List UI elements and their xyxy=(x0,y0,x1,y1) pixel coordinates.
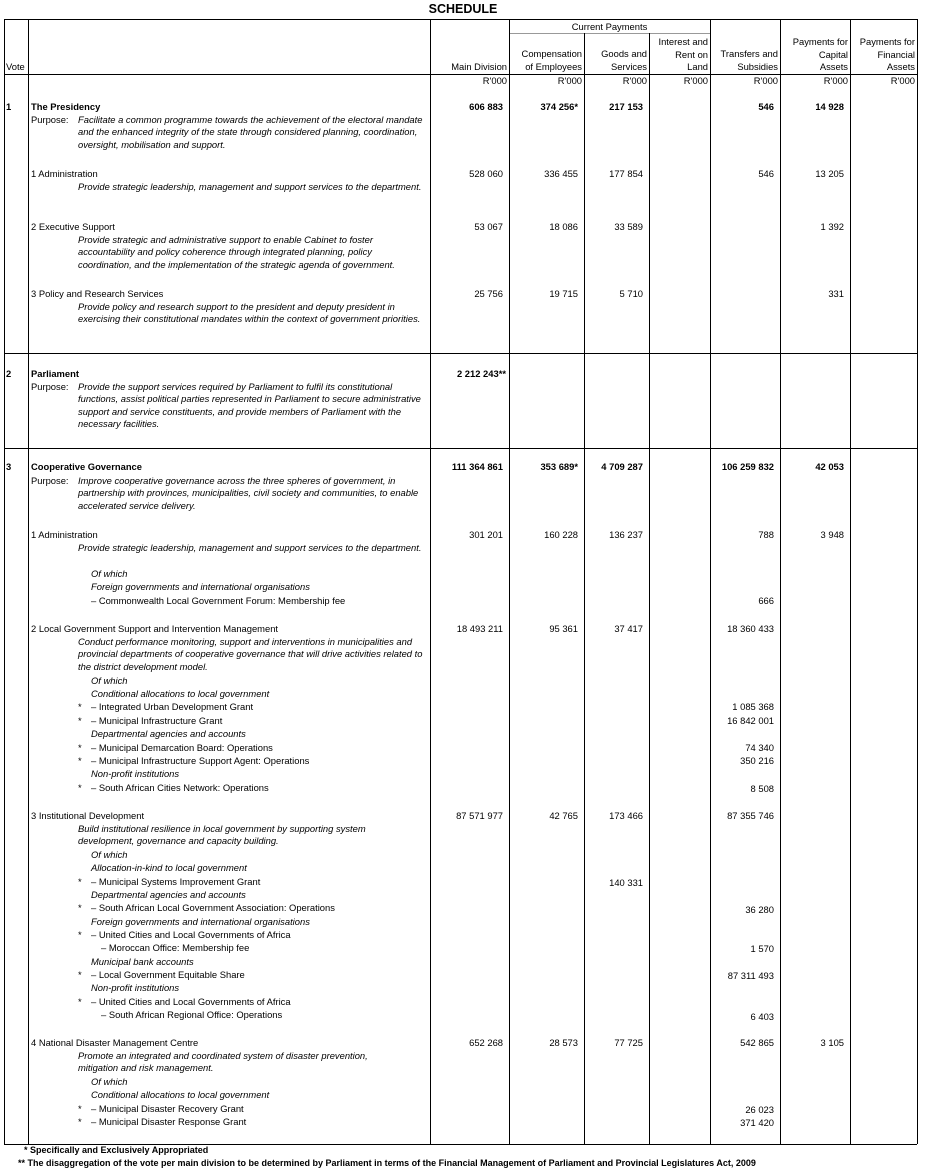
compensation-header xyxy=(509,48,582,73)
unit-label: R'000 xyxy=(622,75,647,86)
of-which-label: Of which xyxy=(91,675,128,686)
header-line: Goods and xyxy=(601,48,647,59)
transfers-value: 6 403 xyxy=(750,1011,774,1022)
capital-value: 3 948 xyxy=(820,529,844,540)
header-line: Compensation xyxy=(521,48,582,59)
purpose-label: Purpose: xyxy=(31,381,69,392)
goods-value: 140 331 xyxy=(609,877,643,888)
specific-appropriation-marker: * xyxy=(78,742,82,753)
header-line: Transfers and xyxy=(720,48,778,59)
line-item: – Municipal Systems Improvement Grant xyxy=(91,876,261,887)
goods-value: 177 854 xyxy=(609,168,643,179)
category-label: Conditional allocations to local government xyxy=(91,1089,270,1100)
capital-value: 1 392 xyxy=(820,221,844,232)
header-line: Payments for xyxy=(792,36,848,47)
transfers-value: 8 508 xyxy=(750,783,774,794)
category-label: Non-profit institutions xyxy=(91,768,180,779)
purpose-text: Improve cooperative governance across the three spheres of government, in partnership with provinces, municipalities, civil society and communities, to enable accelerated service delivery. xyxy=(78,475,419,511)
specific-appropriation-marker: * xyxy=(78,1116,82,1127)
transfers-subsidies-header xyxy=(710,48,778,73)
programme-name: 3 Policy and Research Services xyxy=(31,288,164,299)
header-line: Rent on xyxy=(675,48,708,60)
footnote-parliament-disaggregation: ** The disaggregation of the vote per main division to be determined by Parliament in terms of the Financial Management of Parliament and Provincial Legislatures Act, 2009 xyxy=(18,1158,756,1168)
category-label: Departmental agencies and accounts xyxy=(91,728,246,739)
specific-appropriation-marker: * xyxy=(78,1103,82,1114)
main-division-value: 652 268 xyxy=(469,1037,503,1048)
goods-value: 77 725 xyxy=(614,1037,643,1048)
unit-label: R'000 xyxy=(683,75,708,86)
category-label: Foreign governments and international organisations xyxy=(91,581,310,592)
main-division-header: Main Division xyxy=(451,61,507,72)
vote-name: Parliament xyxy=(31,368,79,379)
unit-label: R'000 xyxy=(482,75,507,86)
of-which-label: Of which xyxy=(91,568,128,579)
main-division-value: 2 212 243** xyxy=(456,368,506,379)
programme-name: 1 Administration xyxy=(31,168,98,179)
compensation-value: 28 573 xyxy=(549,1037,578,1048)
goods-value: 217 153 xyxy=(609,101,643,112)
compensation-value: 160 228 xyxy=(544,529,578,540)
programme-description: Conduct performance monitoring, support and interventions in municipalities and provincial departments of cooperative governance that will drive activities related to the district development model. xyxy=(78,636,423,672)
category-label: Municipal bank accounts xyxy=(91,956,194,967)
specific-appropriation-marker: * xyxy=(78,876,82,887)
compensation-value: 336 455 xyxy=(544,168,578,179)
main-division-value: 25 756 xyxy=(474,288,503,299)
page-title: SCHEDULE xyxy=(428,2,498,16)
specific-appropriation-marker: * xyxy=(78,782,82,793)
category-label: Allocation-in-kind to local government xyxy=(91,862,247,873)
capital-value: 331 xyxy=(828,288,844,299)
vote-name: Cooperative Governance xyxy=(31,461,142,472)
purpose-label: Purpose: xyxy=(31,475,69,486)
line-item: – Municipal Demarcation Board: Operations xyxy=(91,742,273,753)
unit-label: R'000 xyxy=(753,75,778,86)
specific-appropriation-marker: * xyxy=(78,701,82,712)
specific-appropriation-marker: * xyxy=(78,715,82,726)
line-item: – South African Regional Office: Operations xyxy=(101,1009,283,1020)
transfers-value: 106 259 832 xyxy=(721,461,774,472)
line-item: – United Cities and Local Governments of Africa xyxy=(91,929,291,940)
capital-value: 14 928 xyxy=(815,101,844,112)
header-line: Financial xyxy=(877,48,915,60)
purpose-text: Provide the support services required by Parliament to fulfil its constitutional functions, assist political parties represented in Parliament to secure administrative support and service constituents, and provide members of Parliament with the necessary facilities. xyxy=(78,381,421,429)
compensation-value: 374 256* xyxy=(540,101,578,112)
goods-value: 173 466 xyxy=(609,810,643,821)
transfers-value: 26 023 xyxy=(745,1104,774,1115)
transfers-value: 1 085 368 xyxy=(732,701,774,712)
vote-number: 2 xyxy=(6,368,12,379)
financial-assets-header xyxy=(850,36,915,74)
goods-services-header xyxy=(584,48,647,73)
goods-value: 33 589 xyxy=(614,221,643,232)
vote-number: 1 xyxy=(6,101,12,112)
unit-label: R'000 xyxy=(890,75,915,86)
transfers-value: 18 360 433 xyxy=(727,623,774,634)
line-item: – Integrated Urban Development Grant xyxy=(91,701,254,712)
transfers-value: 36 280 xyxy=(745,904,774,915)
main-division-value: 301 201 xyxy=(469,529,503,540)
line-item: – Moroccan Office: Membership fee xyxy=(101,942,250,953)
programme-description: Promote an integrated and coordinated system of disaster prevention, mitigation and risk management. xyxy=(78,1050,368,1074)
line-item: – Municipal Disaster Recovery Grant xyxy=(91,1103,244,1114)
capital-value: 3 105 xyxy=(820,1037,844,1048)
capital-value: 13 205 xyxy=(815,168,844,179)
specific-appropriation-marker: * xyxy=(78,929,82,940)
compensation-value: 353 689* xyxy=(540,461,578,472)
goods-value: 4 709 287 xyxy=(601,461,643,472)
header-line: Services xyxy=(611,60,647,72)
header-line: Assets xyxy=(819,61,848,73)
header-line: Interest and xyxy=(658,36,708,47)
vote-header: Vote xyxy=(6,61,25,72)
category-label: Foreign governments and international organisations xyxy=(91,916,310,927)
category-label: Non-profit institutions xyxy=(91,982,180,993)
transfers-value: 87 355 746 xyxy=(727,810,774,821)
category-label: Departmental agencies and accounts xyxy=(91,889,246,900)
transfers-value: 666 xyxy=(758,595,774,606)
goods-value: 136 237 xyxy=(609,529,643,540)
header-line: Capital xyxy=(818,48,848,60)
transfers-value: 371 420 xyxy=(740,1117,774,1128)
transfers-value: 74 340 xyxy=(745,742,774,753)
specific-appropriation-marker: * xyxy=(78,969,82,980)
programme-description: Provide strategic and administrative support to enable Cabinet to foster accountability and policy coherence through integrated planning, policy coordination, and the implementation of the strategic agenda of government. xyxy=(78,234,395,270)
footnote-specifically-appropriated: * Specifically and Exclusively Appropriated xyxy=(24,1145,209,1155)
capital-value: 42 053 xyxy=(815,461,844,472)
main-division-value: 18 493 211 xyxy=(456,623,503,634)
header-line: Land xyxy=(687,61,708,73)
specific-appropriation-marker: * xyxy=(78,755,82,766)
programme-name: 3 Institutional Development xyxy=(31,810,145,821)
line-item: – South African Cities Network: Operations xyxy=(91,782,269,793)
main-division-value: 87 571 977 xyxy=(456,810,503,821)
programme-description: Provide strategic leadership, management and support services to the department. xyxy=(78,181,422,192)
transfers-value: 542 865 xyxy=(740,1037,774,1048)
transfers-value: 788 xyxy=(758,529,774,540)
compensation-value: 95 361 xyxy=(549,623,578,634)
programme-name: 1 Administration xyxy=(31,529,98,540)
specific-appropriation-marker: * xyxy=(78,902,82,913)
main-division-value: 111 364 861 xyxy=(451,461,503,472)
line-item: – Municipal Infrastructure Support Agent: Operations xyxy=(91,755,310,766)
transfers-value: 87 311 493 xyxy=(727,970,774,981)
line-item: – Municipal Infrastructure Grant xyxy=(91,715,223,726)
main-division-value: 53 067 xyxy=(474,221,503,232)
purpose-label: Purpose: xyxy=(31,114,69,125)
header-line: of Employees xyxy=(525,60,582,72)
interest-rent-header xyxy=(649,36,708,74)
header-line: Payments for xyxy=(859,36,915,47)
line-item: – Local Government Equitable Share xyxy=(91,969,245,980)
vote-number: 3 xyxy=(6,461,12,472)
goods-value: 37 417 xyxy=(614,623,643,634)
specific-appropriation-marker: * xyxy=(78,996,82,1007)
transfers-value: 350 216 xyxy=(740,755,774,766)
compensation-value: 18 086 xyxy=(549,221,578,232)
programme-description: Build institutional resilience in local government by supporting system development, governance and capacity building. xyxy=(78,823,366,847)
unit-label: R'000 xyxy=(823,75,848,86)
programme-name: 2 Local Government Support and Intervention Management xyxy=(31,623,279,634)
vote-name: The Presidency xyxy=(31,101,101,112)
of-which-label: Of which xyxy=(91,1076,128,1087)
line-item: – Municipal Disaster Response Grant xyxy=(91,1116,247,1127)
transfers-value: 546 xyxy=(758,168,774,179)
line-item: – Commonwealth Local Government Forum: Membership fee xyxy=(91,595,346,606)
line-item: – South African Local Government Association: Operations xyxy=(91,902,335,913)
capital-assets-header xyxy=(780,36,848,74)
purpose-text: Facilitate a common programme towards the achievement of the electoral mandate and the enhanced integrity of the state through considered planning, coordination, oversight, mobilisation and support. xyxy=(78,114,423,150)
programme-description: Provide policy and research support to the president and deputy president in exercising their constitutional mandates within the context of government priorities. xyxy=(78,301,421,325)
current-payments-header: Current Payments xyxy=(571,21,648,32)
compensation-value: 19 715 xyxy=(549,288,578,299)
main-division-value: 528 060 xyxy=(469,168,503,179)
programme-name: 4 National Disaster Management Centre xyxy=(31,1037,199,1048)
transfers-value: 1 570 xyxy=(750,943,774,954)
line-item: – United Cities and Local Governments of Africa xyxy=(91,996,291,1007)
transfers-value: 546 xyxy=(758,101,774,112)
of-which-label: Of which xyxy=(91,849,128,860)
transfers-value: 16 842 001 xyxy=(727,715,774,726)
programme-name: 2 Executive Support xyxy=(31,221,115,232)
category-label: Conditional allocations to local government xyxy=(91,688,270,699)
unit-label: R'000 xyxy=(557,75,582,86)
header-line: Assets xyxy=(886,61,915,73)
compensation-value: 42 765 xyxy=(549,810,578,821)
header-line: Subsidies xyxy=(737,60,778,72)
main-division-value: 606 883 xyxy=(469,101,503,112)
goods-value: 5 710 xyxy=(619,288,643,299)
programme-description: Provide strategic leadership, management and support services to the department. xyxy=(78,542,422,553)
